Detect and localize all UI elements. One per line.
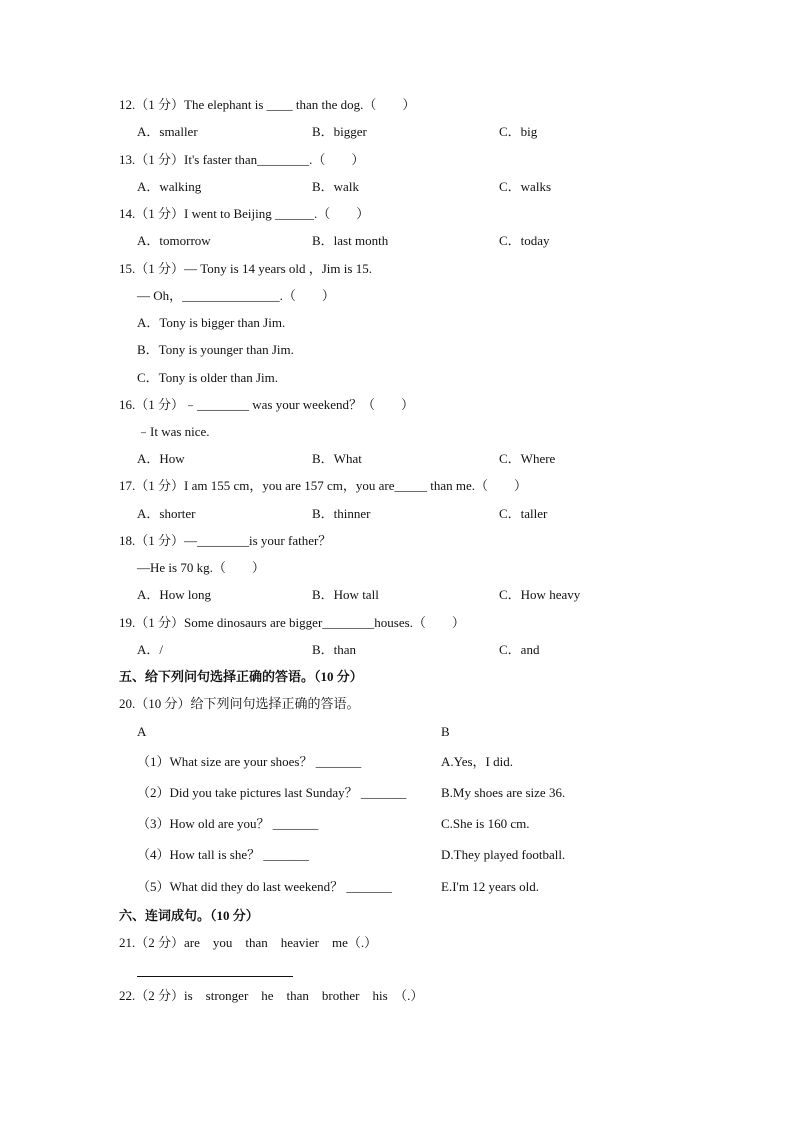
question-13-option-c: C．walks: [499, 179, 552, 194]
question-19-stem: 19.（1 分）Some dinosaurs are bigger________houses.（ ）: [119, 615, 465, 630]
question-13-option-b: B．walk: [312, 179, 359, 194]
question-15-stem: 15.（1 分）— Tony is 14 years old ，Jim is 15.: [119, 261, 372, 276]
matching-answer-c: C.She is 160 cm.: [441, 816, 530, 831]
question-19-option-a: A．/: [137, 642, 164, 657]
section-6-title: 六、连词成句。（10 分）: [119, 908, 259, 923]
question-18-option-a: A．How long: [137, 587, 212, 602]
question-18-option-b: B．How tall: [312, 587, 379, 602]
question-18-option-c: C．How heavy: [499, 587, 581, 602]
question-16-option-b: B．What: [312, 451, 362, 466]
matching-column-b-header: B: [441, 724, 450, 739]
question-16-option-c: C．Where: [499, 451, 556, 466]
question-13-option-a: A．walking: [137, 179, 202, 194]
question-19-option-b: B．than: [312, 642, 357, 657]
matching-question-5: （5）What did they do last weekend？ _______: [137, 879, 392, 894]
question-12-option-c: C．big: [499, 124, 538, 139]
matching-question-2: （2）Did you take pictures last Sunday？ _______: [137, 785, 407, 800]
question-14-stem: 14.（1 分）I went to Beijing ______.（ ）: [119, 206, 370, 221]
matching-answer-a: A.Yes，I did.: [441, 754, 513, 769]
question-14-option-c: C．today: [499, 233, 550, 248]
matching-answer-e: E.I'm 12 years old.: [441, 879, 540, 894]
question-20-stem: 20.（10 分）给下列问句选择正确的答语。: [119, 696, 360, 711]
matching-answer-b: B.My shoes are size 36.: [441, 785, 566, 800]
question-14-option-b: B．last month: [312, 233, 389, 248]
question-21-stem: 21.（2 分）are you than heavier me（.）: [119, 935, 378, 950]
matching-question-1: （1）What size are your shoes？ _______: [137, 754, 362, 769]
question-12-stem: 12.（1 分）The elephant is ____ than the dog.（ ）: [119, 97, 416, 112]
matching-question-3: （3）How old are you？ _______: [137, 816, 319, 831]
question-16-stem: 16.（1 分）﹣________ was your weekend？（ ）: [119, 397, 414, 412]
question-12-option-a: A．smaller: [137, 124, 198, 139]
question-17-option-b: B．thinner: [312, 506, 371, 521]
question-15-option-a: A．Tony is bigger than Jim.: [137, 315, 286, 330]
question-15-option-c: C．Tony is older than Jim.: [137, 370, 279, 385]
question-17-option-a: A．shorter: [137, 506, 196, 521]
question-14-option-a: A．tomorrow: [137, 233, 211, 248]
question-22-stem: 22.（2 分）is stronger he than brother his （.）: [119, 988, 424, 1003]
question-15-stem-reply: — Oh，_______________.（ ）: [137, 288, 335, 303]
matching-question-4: （4）How tall is she？ _______: [137, 847, 309, 862]
question-16-stem-reply: ﹣It was nice.: [137, 424, 210, 439]
question-13-stem: 13.（1 分）It's faster than________.（ ）: [119, 152, 365, 167]
question-19-option-c: C．and: [499, 642, 540, 657]
question-18-stem-reply: —He is 70 kg.（ ）: [137, 560, 265, 575]
question-17-option-c: C．taller: [499, 506, 548, 521]
question-21-answer-line[interactable]: [137, 975, 293, 977]
section-5-title: 五、给下列问句选择正确的答语。（10 分）: [119, 669, 363, 684]
question-12-option-b: B．bigger: [312, 124, 367, 139]
matching-column-a-header: A: [137, 724, 147, 739]
question-16-option-a: A．How: [137, 451, 185, 466]
matching-answer-d: D.They played football.: [441, 847, 566, 862]
question-18-stem: 18.（1 分）—________is your father？: [119, 533, 332, 548]
question-17-stem: 17.（1 分）I am 155 cm，you are 157 cm，you are_____ than me.（ ）: [119, 478, 527, 493]
question-15-option-b: B．Tony is younger than Jim.: [137, 342, 294, 357]
